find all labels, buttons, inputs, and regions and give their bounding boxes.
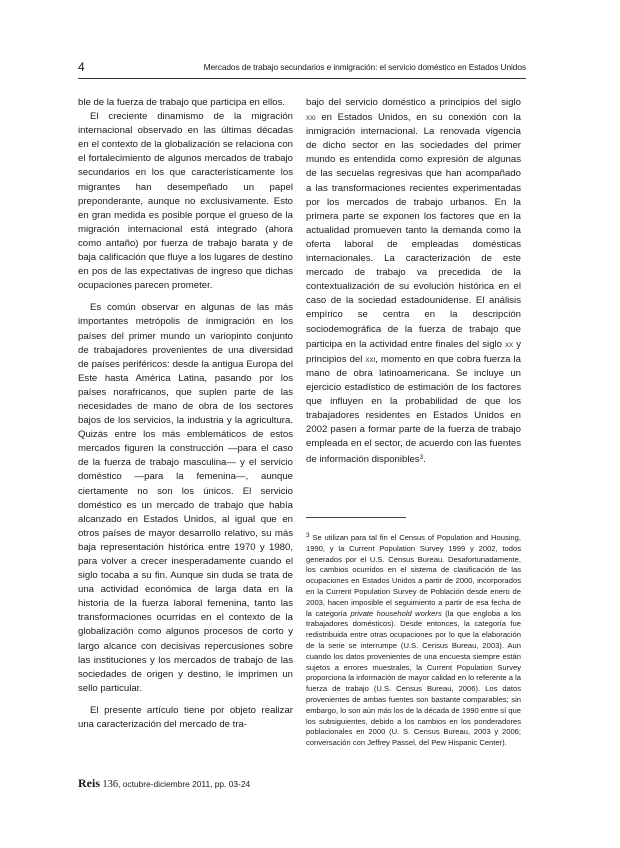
text-run: en Estados Unidos, en su conexión con la inmigración internacional. La renovada vigencia de dicho sector en las sociedades del primer mundo es entendida como expresión de algunas de las secuelas regresivas que han acompañado a las transformaciones recientes experimentadas por los mercados de trabajo urbanos. En la primera parte se exponen los factores que en la actualidad promueven tanto la demanda como la oferta laboral de empleadas domésticas internacionales. La caracterización de este mercado de trabajo va precedida de la contextualización de su evolución histórica en el caso de la sociedad estadounidense. El análisis empírico se centra en la descripción sociodemográfica de la fuerza de trabajo que participa en la actividad entre finales del siglo bbox=[306, 112, 521, 350]
paragraph: El creciente dinamismo de la migración internacional observado en las últimas décadas en el contexto de la globalización se relaciona con el fortalecimiento de algunos mercados de trabajo secundarios en los que característicamente los migrantes han desempeñado un papel preponderante, aunque no exclusivamente. Esto en gran medida es posible porque el grueso de la migración internacional está integrado (ahora como antaño) por fuerza de trabajo barata y de baja calificación que fluye a los lugares de destino en pos de las expectativas de ingreso que dichas ocupaciones parecen prometer. bbox=[78, 111, 293, 292]
text-run: bajo del servicio doméstico a principios del siglo bbox=[306, 97, 521, 108]
running-title: Mercados de trabajo secundarios e inmigración: el servicio doméstico en Estados Unidos bbox=[203, 62, 526, 72]
right-column bbox=[306, 96, 521, 467]
page-footer bbox=[78, 776, 250, 791]
journal-volume: 136 bbox=[102, 779, 119, 790]
paragraph bbox=[306, 96, 521, 467]
left-column bbox=[78, 96, 293, 732]
page-header bbox=[78, 60, 526, 76]
footnote bbox=[306, 531, 521, 749]
journal-name: Reis bbox=[78, 776, 100, 790]
footnote-number: 3 bbox=[306, 532, 310, 539]
century-numeral: xxi bbox=[365, 353, 376, 364]
issue-info: , octubre-diciembre 2011, pp. 03-24 bbox=[118, 779, 251, 789]
header-rule bbox=[78, 78, 526, 79]
footnote-rule bbox=[306, 517, 406, 518]
text-run: , momento en que cobra fuerza la mano de obra latinoamericana. Se incluye un ejercicio estadístico de estimación de los factores que influyen en la probabilidad de que los trabajadores residentes en Estados Unidos en 2002 pasen a formar parte de la fuerza de trabajo empleada en el sector, de acuerdo con las fuentes de información disponibles bbox=[306, 353, 522, 466]
paragraph: Es común observar en algunas de las más importantes metrópolis de inmigración en los países del primer mundo un variopinto conjunto de trabajadores provenientes de una diversidad de países periféricos: desde la antigua Europa del Este hasta América Latina, pasando por los países norafricanos, que suplen parte de las necesidades de mano de obra de los sectores bajos de los servicios, la industria y la agricultura. Quizás entre los más emblemáticos de estos mercados figuren la construcción —para el caso de la fuerza de trabajo masculina— y el servicio doméstico —para la femenina—, aunque ciertamente no son los únicos. El servicio doméstico es un mercado de trabajo que había alcanzado en Estados Unidos, al igual que en otros países de mayor desarrollo relativo, su más baja representación histórica entre 1970 y 1980, para volver a crecer inesperadamente cuando el siglo tocaba a su fin. Aunque sin duda se trata de una actividad económica de larga data en la historia de la fuerza laboral femenina, tanto las transformaciones ocurridas en el contexto de la globalización como algunos procesos de corto y largo alcance con decisivas repercusiones sobre las instituciones y los mercados de trabajo de las sociedades de origen y destino, le imprimen un sello particular. bbox=[78, 302, 293, 694]
footnote-reference[interactable]: 3 bbox=[419, 454, 424, 462]
text-run: y principios del bbox=[306, 338, 521, 365]
text-run: . bbox=[423, 454, 426, 466]
century-numeral: xx bbox=[505, 338, 514, 349]
page-number: 4 bbox=[78, 60, 85, 74]
paragraph: ble de la fuerza de trabajo que participa en ellos. bbox=[78, 97, 285, 108]
footnote-text: (la que engloba a los trabajadores domésticos). Desde entonces, la categoría fue redistribuida entre otras ocupaciones por lo que la elaboración de la serie se interrumpe (U.S. Census Bureau, 2003). Aun cuando los datos provenientes de una encuesta siempre están sujetos a errores muestrales, la Current Population Survey proporciona la información de mayor calidad en lo referente a la fuerza de trabajo (U.S. Census Bureau, 2006). Los datos provenientes de ambas fuentes son bastante comparables; sin embargo, lo son aún más los de la década de 1990 entre sí que los subsiguientes, debido a los cambios en los ponderadores poblacionales en 2000 (U. S. Census Bureau, 2003 y 2006; conversación con Jeffrey Passel, del Pew Hispanic Center). bbox=[306, 608, 521, 748]
paragraph: El presente artículo tiene por objeto realizar una caracterización del mercado de tra- bbox=[78, 704, 293, 731]
century-numeral: xxi bbox=[306, 112, 316, 123]
footnote-text: Se utilizan para tal fin el Census of Population and Housing, 1990, y la Current Population Survey 1999 y 2002, todos generados por el U.S. Census Bureau. Desafortunadamente, los cambios ocurridos en el sistema de clasificación de las ocupaciones en Estados Unidos a partir de 2000, incorporados en la Current Population Survey de Población desde enero de 2003, hacen imposible el seguimiento a partir de esa fecha de la categoría bbox=[306, 533, 521, 618]
footnote-italic-term: private household workers bbox=[350, 608, 442, 618]
